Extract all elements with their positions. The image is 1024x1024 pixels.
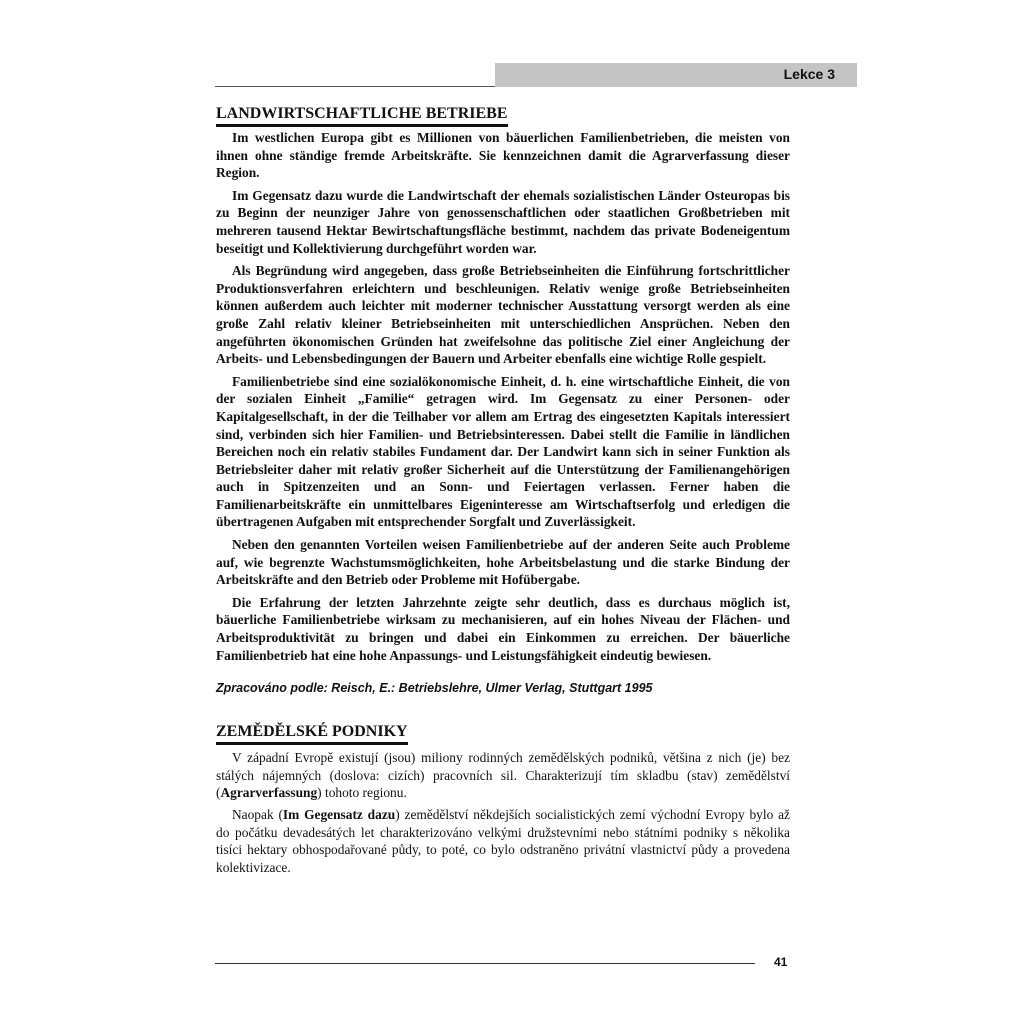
german-paragraph-3: Als Begründung wird angegeben, dass große Betriebseinheiten die Einführung fortschrittlicher Produktionsverfahren erleichtern und beschleunigen. Relativ wenige große Betriebseinheiten können außerdem auch leichter mit moderner technischer Ausstattung versorgt werden als eine große Zahl relativ kleiner Betriebseinheiten mit unterschiedlichen Ansprüchen. Neben den angeführten ökonomischen Gründen hat zweifelsohne das politische Ziel einer Angleichung der Arbeits- und Lebensbedingungen der Bauern und Arbeiter ebenfalls eine wichtige Rolle gespielt. bbox=[216, 263, 790, 367]
german-section bbox=[216, 104, 790, 664]
czech-paragraph-1-text-b: ) tohoto regionu. bbox=[317, 785, 407, 801]
page-content bbox=[216, 104, 790, 881]
czech-section bbox=[216, 722, 790, 876]
czech-paragraph-2 bbox=[216, 806, 790, 876]
czech-paragraph-1-text-a: V západní Evropě existují (jsou) miliony rodinných zemědělských podniků, většina z nich (je) bez stálých nájemných (doslova: cizích) pracovních sil. Charakterizují tím skladbu (stav) zemědělství ( bbox=[216, 750, 790, 801]
czech-paragraph-1-term: Agrarverfassung bbox=[220, 785, 318, 801]
lesson-header-bar bbox=[495, 63, 857, 87]
german-paragraph-2: Im Gegensatz dazu wurde die Landwirtschaft der ehemals sozialistischen Länder Osteuropas bis zu Beginn der neunziger Jahre von genossenschaftlichen oder staatlichen Großbetrieben mit mehreren tausend Hektar Bewirtschaftungsfläche bestimmt, nachdem das private Bodeneigentum beseitigt und Kollektivierung durchgeführt worden war. bbox=[216, 187, 790, 256]
source-citation: Zpracováno podle: Reisch, E.: Betriebslehre, Ulmer Verlag, Stuttgart 1995 bbox=[216, 681, 653, 696]
lesson-label: Lekce 3 bbox=[783, 66, 835, 82]
german-section-title: LANDWIRTSCHAFTLICHE BETRIEBE bbox=[216, 104, 508, 127]
german-paragraph-6: Die Erfahrung der letzten Jahrzehnte zeigte sehr deutlich, dass es durchaus möglich ist, bäuerliche Familienbetriebe wirksam zu mechanisieren, auf ein hohes Niveau der Flächen- und Arbeitsproduktivität zu bringen und dabei ein Einkommen zu erreichen. Der bäuerliche Familienbetrieb hat eine hohe Anpassungs- und Leistungsfähigkeit eindeutig bewiesen. bbox=[216, 594, 790, 663]
czech-paragraph-1 bbox=[216, 749, 790, 801]
page-number: 41 bbox=[774, 955, 788, 969]
footer-rule bbox=[215, 963, 755, 964]
german-paragraph-1: Im westlichen Europa gibt es Millionen von bäuerlichen Familienbetrieben, die meisten von ihnen ohne ständige fremde Arbeitskräfte. Sie kennzeichnen damit die Agrarverfassung dieser Region. bbox=[216, 130, 790, 181]
czech-paragraph-2-text-a: Naopak ( bbox=[232, 807, 283, 823]
header-rule bbox=[215, 86, 495, 87]
czech-section-title: ZEMĚDĚLSKÉ PODNIKY bbox=[216, 722, 408, 745]
czech-paragraph-2-text-b: ) zemědělství někdejších socialistických zemí východní Evropy bylo až do počátku devadesátých let charakterizováno velkými družstevními nebo státními podniky s několika tisíci hektary obhospodařované půdy, to poté, co bylo odstraněno privátní vlastnictví půdy a provedena kolektivizace. bbox=[216, 807, 790, 875]
german-paragraph-4: Familienbetriebe sind eine sozialökonomische Einheit, d. h. eine wirtschaftliche Einheit, die von der sozialen Einheit „Familie“ getragen wird. Im Gegensatz zu einer Personen- oder Kapitalgesellschaft, in der die Teilhaber vor allem am Ertrag des eingesetzten Kapitals interessiert sind, verbinden sich hier Familien- und Betriebsinteressen. Dabei stellt die Familie in ländlichen Bereichen noch ein relativ stabiles Fundament dar. Der Landwirt kann sich in seiner Funktion als Betriebsleiter daher mit relativ großer Sicherheit auf die Unterstützung der Familienangehörigen auch in Spitzenzeiten und an Sonn- und Feiertagen verlassen. Ferner haben die Familienarbeitskräfte ein unmittelbares Eigeninteresse am Wirtschaftserfolg und erledigen die übertragenen Aufgaben mit entsprechender Sorgfalt und Zuverlässigkeit. bbox=[216, 373, 790, 530]
czech-paragraph-2-term: Im Gegensatz dazu bbox=[282, 807, 396, 823]
german-paragraph-5: Neben den genannten Vorteilen weisen Familienbetriebe auf der anderen Seite auch Probleme auf, wie begrenzte Wachstumsmöglichkeiten, hohe Arbeitsbelastung und die starke Bindung der Arbeitskräfte and den Betrieb oder Probleme mit Hofübergabe. bbox=[216, 537, 790, 588]
